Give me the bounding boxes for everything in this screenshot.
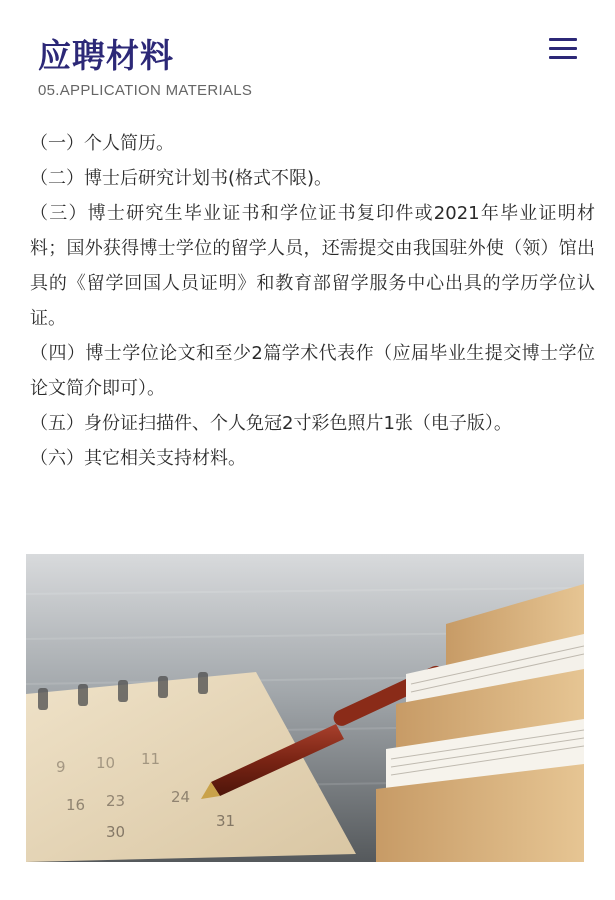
- svg-text:11: 11: [141, 750, 161, 768]
- svg-text:30: 30: [106, 823, 126, 841]
- hamburger-menu-icon[interactable]: [549, 38, 577, 60]
- page-subtitle: 05.APPLICATION MATERIALS: [38, 82, 253, 99]
- svg-text:9: 9: [56, 758, 66, 776]
- photo-illustration: [26, 554, 584, 862]
- svg-text:16: 16: [66, 796, 86, 814]
- menu-line: [549, 47, 577, 50]
- list-item: （三）博士研究生毕业证书和学位证书复印件或2021年毕业证明材料；国外获得博士学位的留学人员，还需提交由我国驻外使（领）馆出具的《留学回国人员证明》和教育部留学服务中心出具的学历学位认证。: [30, 203, 595, 329]
- page-header: [38, 34, 615, 114]
- svg-text:23: 23: [106, 792, 126, 810]
- list-item: （四）博士学位论文和至少2篇学术代表作（应届毕业生提交博士学位论文简介即可）。: [30, 343, 595, 399]
- materials-list: [30, 126, 595, 476]
- svg-text:24: 24: [171, 788, 191, 806]
- menu-line: [549, 56, 577, 59]
- svg-text:10: 10: [96, 754, 116, 772]
- list-item: （一）个人简历。: [30, 133, 174, 154]
- list-item: （六）其它相关支持材料。: [30, 448, 246, 469]
- list-item: （二）博士后研究计划书(格式不限)。: [30, 168, 333, 189]
- list-item: （五）身份证扫描件、个人免冠2寸彩色照片1张（电子版）。: [30, 413, 512, 434]
- menu-line: [549, 38, 577, 41]
- svg-text:31: 31: [216, 812, 236, 830]
- calendar-pen-folders-photo: [26, 554, 584, 862]
- page-title: 应聘材料: [38, 36, 174, 75]
